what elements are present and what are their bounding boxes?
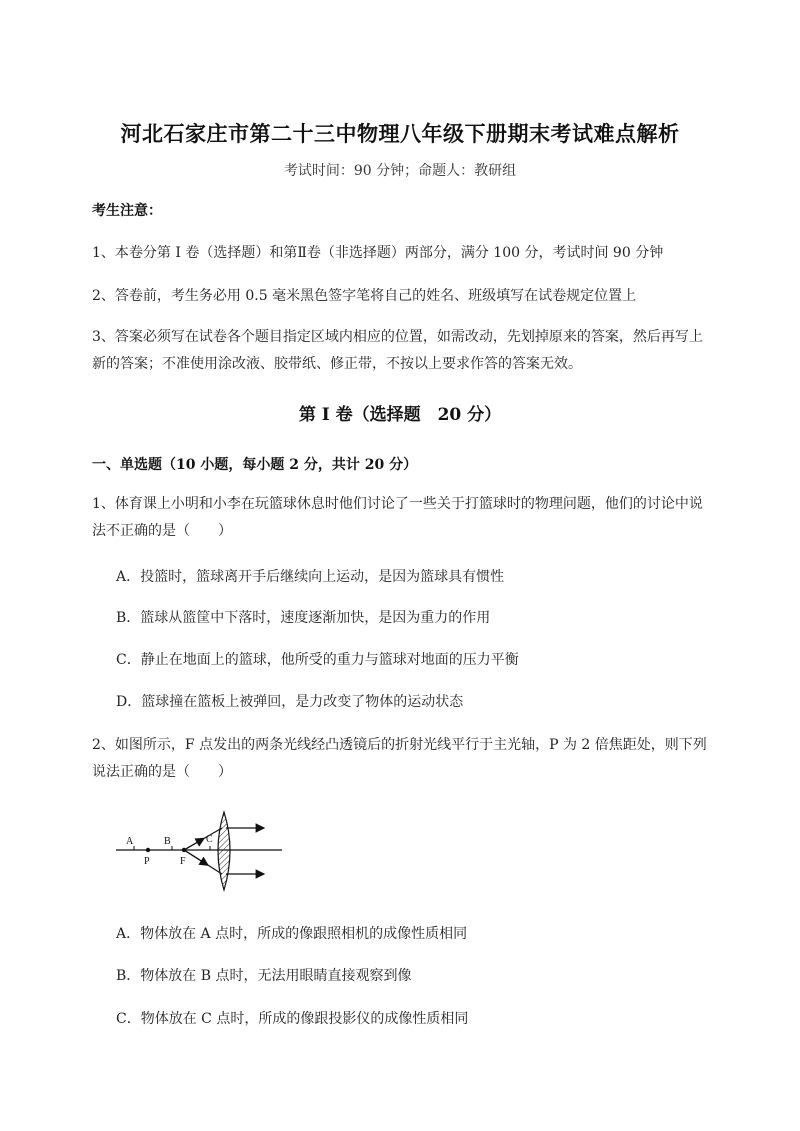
question-1-option-c[interactable]: C．静止在地面上的篮球，他所受的重力与篮球对地面的压力平衡 <box>116 652 519 668</box>
question-2-option-b[interactable]: B．物体放在 B 点时，无法用眼睛直接观察到像 <box>116 968 412 984</box>
notice-item-1: 1、本卷分第 I 卷（选择题）和第Ⅱ卷（非选择题）两部分，满分 100 分，考试时间 90 分钟 <box>92 245 664 261</box>
part-heading: 一、单选题（10 小题，每小题 2 分，共计 20 分） <box>92 457 418 473</box>
notice-heading: 考生注意： <box>92 203 162 219</box>
notice-item-2: 2、答卷前，考生务必用 0.5 毫米黑色签字笔将自己的姓名、班级填写在试卷规定位置上 <box>92 288 637 304</box>
label-f: F <box>180 856 186 867</box>
label-a: A <box>126 836 134 847</box>
page-title: 河北石家庄市第二十三中物理八年级下册期末考试难点解析 <box>120 121 680 146</box>
ray-lower-arrow <box>184 850 208 865</box>
convex-lens-figure <box>112 808 292 898</box>
question-1-option-b[interactable]: B．篮球从篮筐中下落时，速度逐渐加快，是因为重力的作用 <box>116 610 491 626</box>
question-1-option-d[interactable]: D．篮球撞在篮板上被弹回，是力改变了物体的运动状态 <box>116 694 464 710</box>
question-1-option-a[interactable]: A．投篮时，篮球离开手后继续向上运动，是因为篮球具有惯性 <box>116 569 505 585</box>
convex-lens <box>218 812 230 890</box>
question-2-option-a[interactable]: A．物体放在 A 点时，所成的像跟照相机的成像性质相同 <box>116 926 468 942</box>
ray-upper-arrow <box>184 838 204 850</box>
exam-info: 考试时间：90 分钟；命题人：教研组 <box>283 163 517 179</box>
point-f <box>182 848 186 852</box>
question-1-stem: 1、体育课上小明和小李在玩篮球休息时他们讨论了一些关于打篮球时的物理问题，他们的讨论中说法不正确的是（ ） <box>92 496 703 539</box>
label-b: B <box>164 836 171 847</box>
label-c: C <box>206 834 213 845</box>
point-p <box>146 848 150 852</box>
section-title: 第 I 卷（选择题 20 分） <box>298 405 502 425</box>
label-p: P <box>144 856 150 867</box>
question-2-option-c[interactable]: C．物体放在 C 点时，所成的像跟投影仪的成像性质相同 <box>116 1011 469 1027</box>
notice-item-3: 3、答案必须写在试卷各个题目指定区域内相应的位置，如需改动，先划掉原来的答案，然后再写上新的答案；不准使用涂改液、胶带纸、修正带，不按以上要求作答的答案无效。 <box>92 329 703 372</box>
question-2-stem: 2、如图所示，F 点发出的两条光线经凸透镜后的折射光线平行于主光轴，P 为 2 倍焦距处，则下列说法正确的是（ ） <box>92 737 707 780</box>
